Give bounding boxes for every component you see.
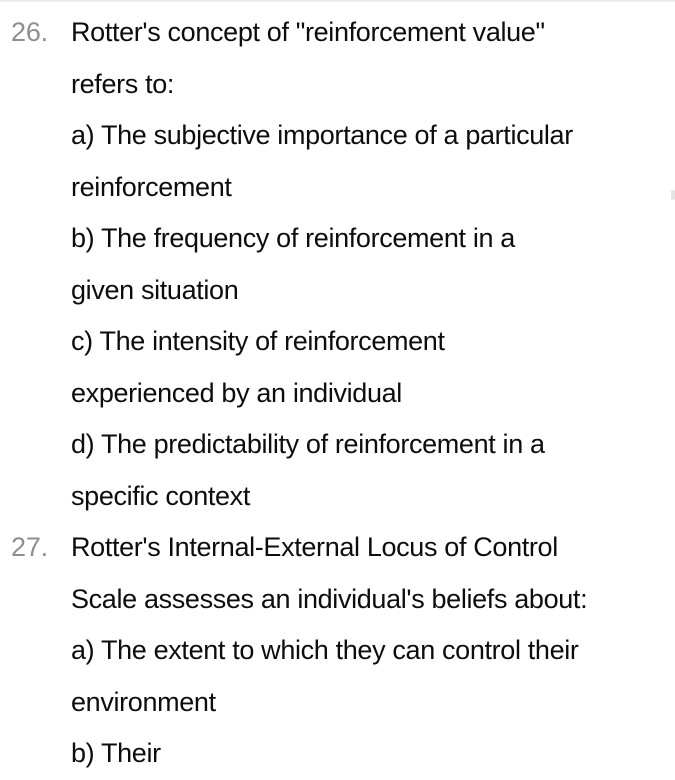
question-text-line: Rotter's Internal-External Locus of Control: [71, 532, 558, 562]
option-b-line: b) The frequency of reinforcement in a: [71, 223, 515, 253]
question-number: 27.: [11, 532, 48, 562]
question-26: [0, 7, 675, 522]
option-a-line: a) The extent to which they can control their: [71, 635, 579, 665]
option-d-line: specific context: [71, 480, 250, 511]
question-text-line: refers to:: [71, 68, 175, 99]
question-text-line: Rotter's concept of "reinforcement value": [71, 17, 545, 47]
question-number: 26.: [11, 17, 48, 47]
option-b-line: b) Their: [71, 738, 161, 768]
top-divider: [0, 0, 675, 2]
option-a-line: a) The subjective importance of a particular: [71, 120, 573, 150]
option-d-line: d) The predictability of reinforcement in a: [71, 429, 545, 459]
question-27: [0, 522, 675, 780]
option-c-line: experienced by an individual: [71, 377, 402, 408]
option-b-line: given situation: [71, 274, 239, 305]
option-a-line: reinforcement: [71, 171, 232, 202]
question-text-line: Scale assesses an individual's beliefs about:: [71, 583, 588, 614]
question-list: [0, 7, 675, 780]
option-a-line: environment: [71, 686, 216, 717]
option-c-line: c) The intensity of reinforcement: [71, 326, 445, 356]
